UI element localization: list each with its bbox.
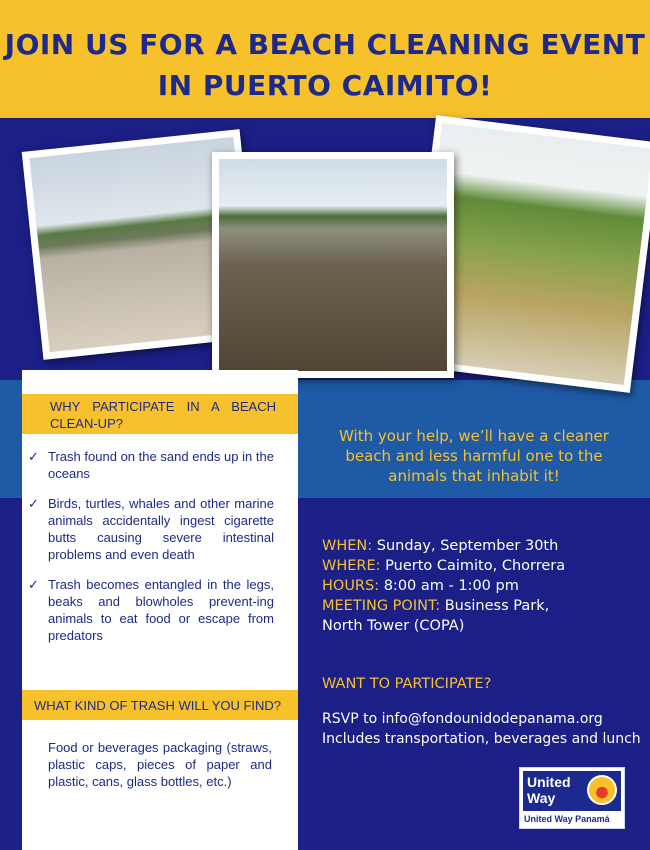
when-row <box>322 536 642 556</box>
title-line-1: JOIN US FOR A BEACH CLEANING EVENT <box>4 28 646 61</box>
beach-photo-2 <box>212 152 454 378</box>
logo-brand: United Way <box>527 774 571 806</box>
where-row <box>322 556 642 576</box>
meeting-value-2: North Tower (COPA) <box>322 618 465 634</box>
includes-line: Includes transportation, beverages and lunch <box>322 731 641 747</box>
meeting-row <box>322 596 642 616</box>
hours-row <box>322 576 642 596</box>
when-label: WHEN: <box>322 538 373 554</box>
header-banner <box>0 0 650 118</box>
list-item-text: Birds, turtles, whales and other marine animals accidentally ingest cigarette butts causing severe intestinal problems and even death <box>48 496 274 562</box>
trash-description: Food or beverages packaging (straws, plastic caps, pieces of paper and plastic, cans, glass bottles, etc.) <box>48 740 272 789</box>
why-list <box>28 448 274 657</box>
meeting-row-2 <box>322 616 642 636</box>
hand-emblem-icon <box>587 775 617 805</box>
where-label: WHERE: <box>322 558 381 574</box>
when-value: Sunday, September 30th <box>376 538 559 554</box>
where-value: Puerto Caimito, Chorrera <box>385 558 566 574</box>
title-line-2: IN PUERTO CAIMITO! <box>157 69 493 102</box>
beach-photo-2-image <box>219 159 447 371</box>
meeting-value-1: Business Park, <box>444 598 550 614</box>
why-heading: WHY PARTICIPATE IN A BEACH CLEAN-UP? <box>22 394 298 434</box>
logo-subtitle: United Way Panamá <box>524 814 610 824</box>
hours-value: 8:00 am - 1:00 pm <box>383 578 519 594</box>
page-title <box>0 0 650 106</box>
list-item <box>28 576 274 644</box>
checkmark-icon: ✓ <box>28 496 39 511</box>
list-item <box>28 448 274 482</box>
meeting-label: MEETING POINT: <box>322 598 441 614</box>
tagline: With your help, we’ll have a cleaner beach and less harmful one to the animals that inhabit it! <box>339 427 609 485</box>
rsvp-info <box>322 709 642 749</box>
list-item <box>28 495 274 563</box>
list-item-text: Trash becomes entangled in the legs, beaks and blowholes prevent-ing animals to eat food or escape from predators <box>48 577 274 643</box>
checkmark-icon: ✓ <box>28 449 39 464</box>
event-details <box>322 536 642 636</box>
logo-box <box>523 771 621 811</box>
rsvp-line: RSVP to info@fondounidodepanama.org <box>322 711 603 727</box>
want-heading: WANT TO PARTICIPATE? <box>322 676 492 692</box>
checkmark-icon: ✓ <box>28 577 39 592</box>
list-item-text: Trash found on the sand ends up in the oceans <box>48 449 274 481</box>
hours-label: HOURS: <box>322 578 380 594</box>
united-way-logo <box>519 767 625 829</box>
trash-heading: WHAT KIND OF TRASH WILL YOU FIND? <box>22 690 298 720</box>
